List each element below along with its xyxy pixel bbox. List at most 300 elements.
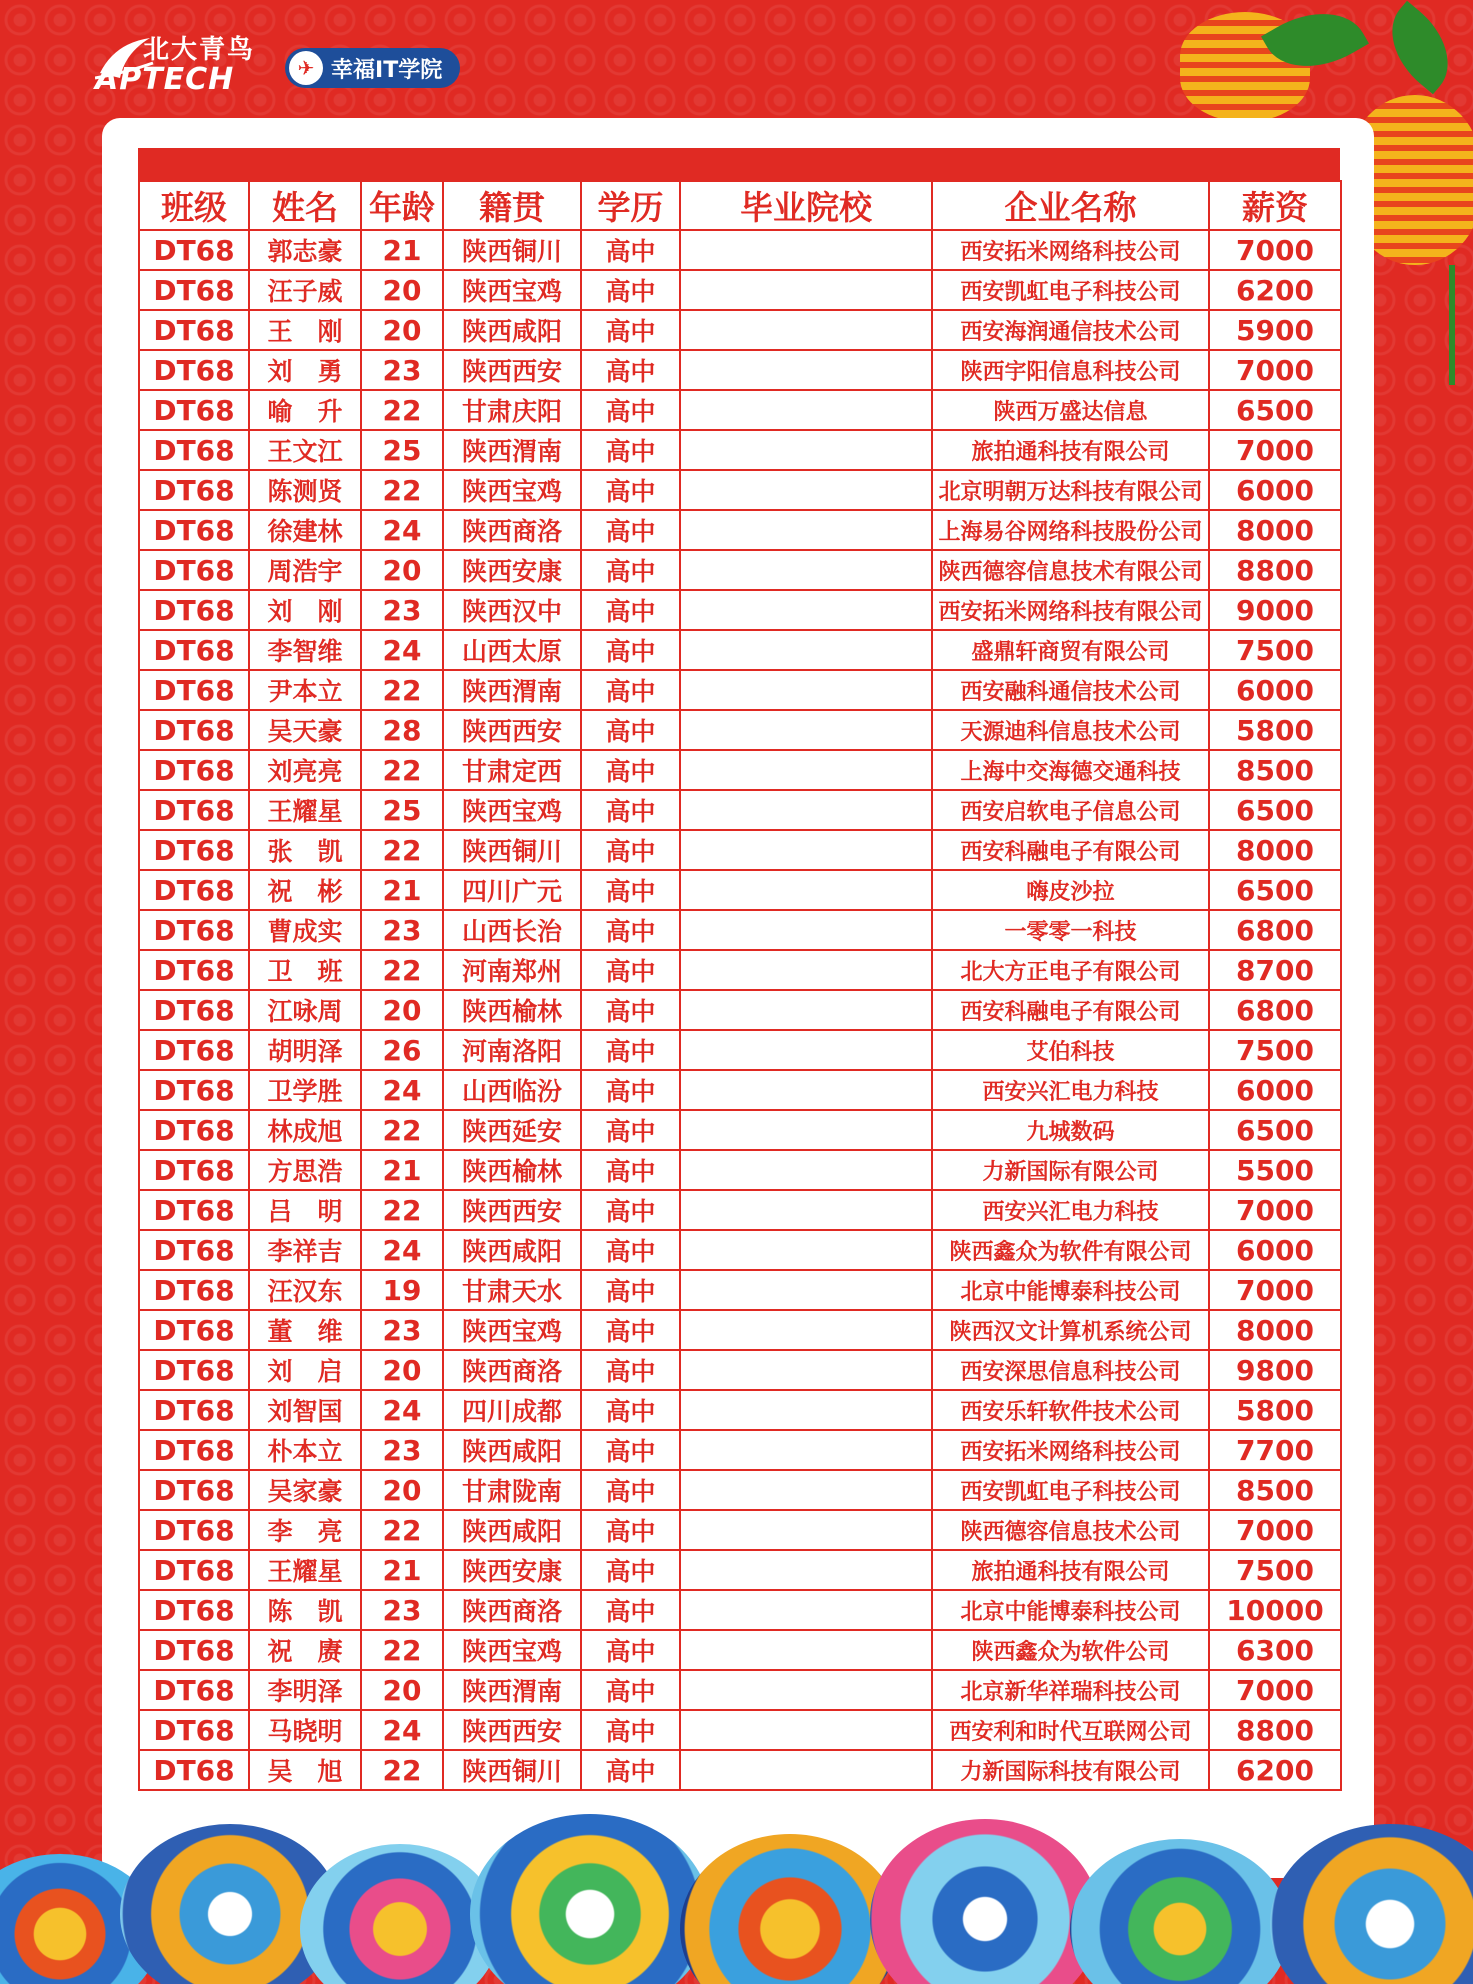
name-cell: 刘智国 [249, 1390, 361, 1430]
age-cell: 23 [361, 1430, 443, 1470]
age-cell: 21 [361, 230, 443, 270]
salary-cell: 6000 [1209, 670, 1341, 710]
school-cell [680, 790, 932, 830]
table-row [139, 510, 1341, 550]
school-cell [680, 390, 932, 430]
salary-cell: 7000 [1209, 1510, 1341, 1550]
education-cell: 高中 [581, 1150, 680, 1190]
education-cell: 高中 [581, 550, 680, 590]
company-cell: 西安兴汇电力科技 [932, 1070, 1209, 1110]
class-cell: DT68 [139, 1310, 249, 1350]
education-cell: 高中 [581, 390, 680, 430]
salary-cell: 6000 [1209, 1070, 1341, 1110]
education-cell: 高中 [581, 230, 680, 270]
company-cell: 上海中交海德交通科技 [932, 750, 1209, 790]
table-row [139, 830, 1341, 870]
class-cell: DT68 [139, 550, 249, 590]
table-row [139, 1230, 1341, 1270]
column-header: 薪资 [1209, 181, 1341, 230]
hometown-cell: 甘肃定西 [443, 750, 581, 790]
hometown-cell: 陕西咸阳 [443, 1510, 581, 1550]
age-cell: 23 [361, 1310, 443, 1350]
column-header: 年龄 [361, 181, 443, 230]
column-header: 籍贯 [443, 181, 581, 230]
education-cell: 高中 [581, 910, 680, 950]
school-cell [680, 310, 932, 350]
education-cell: 高中 [581, 510, 680, 550]
salary-cell: 6000 [1209, 470, 1341, 510]
name-cell: 王耀星 [249, 1550, 361, 1590]
school-logo [285, 48, 460, 88]
name-cell: 徐建林 [249, 510, 361, 550]
name-cell: 曹成实 [249, 910, 361, 950]
hometown-cell: 陕西商洛 [443, 510, 581, 550]
class-cell: DT68 [139, 390, 249, 430]
school-cell [680, 830, 932, 870]
education-cell: 高中 [581, 270, 680, 310]
class-cell: DT68 [139, 470, 249, 510]
school-cell [680, 590, 932, 630]
salary-cell: 7000 [1209, 230, 1341, 270]
name-cell: 郭志豪 [249, 230, 361, 270]
class-cell: DT68 [139, 510, 249, 550]
salary-cell: 7500 [1209, 1550, 1341, 1590]
age-cell: 20 [361, 310, 443, 350]
school-cell [680, 270, 932, 310]
company-cell: 西安海润通信技术公司 [932, 310, 1209, 350]
school-cell [680, 230, 932, 270]
education-cell: 高中 [581, 1550, 680, 1590]
hometown-cell: 山西长治 [443, 910, 581, 950]
company-cell: 上海易谷网络科技股份公司 [932, 510, 1209, 550]
hometown-cell: 陕西渭南 [443, 430, 581, 470]
table-row [139, 1150, 1341, 1190]
company-cell: 北京新华祥瑞科技公司 [932, 1670, 1209, 1710]
hometown-cell: 陕西西安 [443, 710, 581, 750]
table-row [139, 350, 1341, 390]
company-cell: 旅拍通科技有限公司 [932, 430, 1209, 470]
school-cell [680, 1030, 932, 1070]
hometown-cell: 山西太原 [443, 630, 581, 670]
table-row [139, 390, 1341, 430]
column-header: 企业名称 [932, 181, 1209, 230]
company-cell: 西安乐轩软件技术公司 [932, 1390, 1209, 1430]
education-cell: 高中 [581, 350, 680, 390]
salary-cell: 8500 [1209, 1470, 1341, 1510]
cloud-shape [680, 1834, 900, 1984]
company-cell: 陕西德容信息技术有限公司 [932, 550, 1209, 590]
school-cell [680, 950, 932, 990]
salary-cell: 7000 [1209, 1270, 1341, 1310]
age-cell: 20 [361, 270, 443, 310]
education-cell: 高中 [581, 1230, 680, 1270]
name-cell: 李明泽 [249, 1670, 361, 1710]
cloud-shape [870, 1819, 1100, 1984]
table-row [139, 1350, 1341, 1390]
company-cell: 西安利和时代互联网公司 [932, 1710, 1209, 1750]
school-cell [680, 910, 932, 950]
education-cell: 高中 [581, 430, 680, 470]
company-cell: 西安融科通信技术公司 [932, 670, 1209, 710]
table-row [139, 1030, 1341, 1070]
class-cell: DT68 [139, 1230, 249, 1270]
salary-cell: 10000 [1209, 1590, 1341, 1630]
age-cell: 19 [361, 1270, 443, 1310]
company-cell: 西安拓米网络科技有限公司 [932, 590, 1209, 630]
hometown-cell: 陕西西安 [443, 1190, 581, 1230]
company-cell: 陕西万盛达信息 [932, 390, 1209, 430]
salary-cell: 5900 [1209, 310, 1341, 350]
hometown-cell: 甘肃天水 [443, 1270, 581, 1310]
school-cell [680, 430, 932, 470]
name-cell: 李 亮 [249, 1510, 361, 1550]
school-cell [680, 1710, 932, 1750]
education-cell: 高中 [581, 1190, 680, 1230]
school-cell [680, 1230, 932, 1270]
hometown-cell: 陕西西安 [443, 350, 581, 390]
company-cell: 西安启软电子信息公司 [932, 790, 1209, 830]
name-cell: 王耀星 [249, 790, 361, 830]
name-cell: 汪子威 [249, 270, 361, 310]
cloud-shape [1270, 1824, 1473, 1984]
class-cell: DT68 [139, 1550, 249, 1590]
education-cell: 高中 [581, 1270, 680, 1310]
column-header: 班级 [139, 181, 249, 230]
education-cell: 高中 [581, 1670, 680, 1710]
name-cell: 祝 赓 [249, 1630, 361, 1670]
education-cell: 高中 [581, 790, 680, 830]
class-cell: DT68 [139, 1630, 249, 1670]
salary-cell: 8800 [1209, 1710, 1341, 1750]
salary-cell: 6000 [1209, 1230, 1341, 1270]
salary-cell: 7000 [1209, 1670, 1341, 1710]
company-cell: 西安拓米网络科技公司 [932, 230, 1209, 270]
company-cell: 嗨皮沙拉 [932, 870, 1209, 910]
table-row [139, 790, 1341, 830]
salary-cell: 8800 [1209, 550, 1341, 590]
company-cell: 西安凯虹电子科技公司 [932, 1470, 1209, 1510]
table-row [139, 1270, 1341, 1310]
school-cell [680, 1630, 932, 1670]
table-row [139, 950, 1341, 990]
name-cell: 祝 彬 [249, 870, 361, 910]
name-cell: 李祥吉 [249, 1230, 361, 1270]
salary-cell: 8000 [1209, 830, 1341, 870]
school-cell [680, 350, 932, 390]
company-cell: 西安兴汇电力科技 [932, 1190, 1209, 1230]
company-cell: 北京中能博泰科技公司 [932, 1590, 1209, 1630]
age-cell: 22 [361, 1630, 443, 1670]
salary-cell: 7000 [1209, 1190, 1341, 1230]
hometown-cell: 陕西咸阳 [443, 310, 581, 350]
age-cell: 22 [361, 1750, 443, 1790]
hometown-cell: 陕西铜川 [443, 230, 581, 270]
company-cell: 艾伯科技 [932, 1030, 1209, 1070]
age-cell: 22 [361, 950, 443, 990]
table-row [139, 550, 1341, 590]
age-cell: 23 [361, 590, 443, 630]
company-cell: 西安科融电子有限公司 [932, 830, 1209, 870]
age-cell: 22 [361, 750, 443, 790]
company-cell: 北京明朝万达科技有限公司 [932, 470, 1209, 510]
name-cell: 卫 班 [249, 950, 361, 990]
school-cell [680, 1670, 932, 1710]
column-header: 姓名 [249, 181, 361, 230]
company-cell: 陕西鑫众为软件有限公司 [932, 1230, 1209, 1270]
name-cell: 吴家豪 [249, 1470, 361, 1510]
aptech-logo [95, 29, 255, 97]
age-cell: 22 [361, 1190, 443, 1230]
education-cell: 高中 [581, 670, 680, 710]
name-cell: 吴天豪 [249, 710, 361, 750]
table-row [139, 1710, 1341, 1750]
hometown-cell: 四川广元 [443, 870, 581, 910]
hometown-cell: 陕西延安 [443, 1110, 581, 1150]
employment-table [138, 148, 1340, 1791]
school-cell [680, 1110, 932, 1150]
school-logo-icon: ✈ [289, 51, 323, 85]
class-cell: DT68 [139, 1750, 249, 1790]
school-cell [680, 1390, 932, 1430]
education-cell: 高中 [581, 750, 680, 790]
class-cell: DT68 [139, 790, 249, 830]
class-cell: DT68 [139, 1670, 249, 1710]
age-cell: 26 [361, 1030, 443, 1070]
table-row [139, 630, 1341, 670]
name-cell: 董 维 [249, 1310, 361, 1350]
age-cell: 21 [361, 1150, 443, 1190]
class-cell: DT68 [139, 710, 249, 750]
school-cell [680, 470, 932, 510]
name-cell: 刘 勇 [249, 350, 361, 390]
class-cell: DT68 [139, 990, 249, 1030]
education-cell: 高中 [581, 1750, 680, 1790]
hometown-cell: 陕西渭南 [443, 1670, 581, 1710]
table-row [139, 1670, 1341, 1710]
class-cell: DT68 [139, 1430, 249, 1470]
salary-cell: 7500 [1209, 1030, 1341, 1070]
hometown-cell: 山西临汾 [443, 1070, 581, 1110]
name-cell: 尹本立 [249, 670, 361, 710]
salary-cell: 6800 [1209, 990, 1341, 1030]
school-cell [680, 1190, 932, 1230]
table-row [139, 470, 1341, 510]
table-row [139, 230, 1341, 270]
class-cell: DT68 [139, 1110, 249, 1150]
class-cell: DT68 [139, 1350, 249, 1390]
education-cell: 高中 [581, 1390, 680, 1430]
education-cell: 高中 [581, 1430, 680, 1470]
hometown-cell: 陕西咸阳 [443, 1230, 581, 1270]
hometown-cell: 河南洛阳 [443, 1030, 581, 1070]
class-cell: DT68 [139, 950, 249, 990]
table-header-row [139, 181, 1341, 230]
salary-cell: 6200 [1209, 270, 1341, 310]
salary-cell: 7700 [1209, 1430, 1341, 1470]
salary-cell: 8500 [1209, 750, 1341, 790]
table-row [139, 1470, 1341, 1510]
name-cell: 刘 刚 [249, 590, 361, 630]
age-cell: 21 [361, 870, 443, 910]
class-cell: DT68 [139, 1710, 249, 1750]
name-cell: 王文江 [249, 430, 361, 470]
salary-cell: 6300 [1209, 1630, 1341, 1670]
education-cell: 高中 [581, 630, 680, 670]
age-cell: 25 [361, 430, 443, 470]
table-row [139, 910, 1341, 950]
age-cell: 23 [361, 1590, 443, 1630]
table-row [139, 270, 1341, 310]
salary-cell: 6500 [1209, 790, 1341, 830]
education-cell: 高中 [581, 710, 680, 750]
salary-cell: 6800 [1209, 910, 1341, 950]
salary-cell: 8000 [1209, 510, 1341, 550]
education-cell: 高中 [581, 1470, 680, 1510]
salary-cell: 9800 [1209, 1350, 1341, 1390]
knot-decoration [1449, 265, 1455, 385]
age-cell: 23 [361, 910, 443, 950]
education-cell: 高中 [581, 310, 680, 350]
school-cell [680, 1430, 932, 1470]
education-cell: 高中 [581, 1030, 680, 1070]
hometown-cell: 陕西宝鸡 [443, 270, 581, 310]
name-cell: 刘 启 [249, 1350, 361, 1390]
name-cell: 王 刚 [249, 310, 361, 350]
class-cell: DT68 [139, 1470, 249, 1510]
class-cell: DT68 [139, 1030, 249, 1070]
school-cell [680, 870, 932, 910]
name-cell: 胡明泽 [249, 1030, 361, 1070]
company-cell: 旅拍通科技有限公司 [932, 1550, 1209, 1590]
education-cell: 高中 [581, 1350, 680, 1390]
company-cell: 天源迪科信息技术公司 [932, 710, 1209, 750]
class-cell: DT68 [139, 870, 249, 910]
table-row [139, 1190, 1341, 1230]
class-cell: DT68 [139, 910, 249, 950]
name-cell: 刘亮亮 [249, 750, 361, 790]
company-cell: 陕西鑫众为软件公司 [932, 1630, 1209, 1670]
table-row [139, 1630, 1341, 1670]
age-cell: 24 [361, 1230, 443, 1270]
company-cell: 力新国际科技有限公司 [932, 1750, 1209, 1790]
table-row [139, 990, 1341, 1030]
class-cell: DT68 [139, 830, 249, 870]
name-cell: 马晓明 [249, 1710, 361, 1750]
hometown-cell: 陕西商洛 [443, 1350, 581, 1390]
school-cell [680, 750, 932, 790]
school-cell [680, 1550, 932, 1590]
age-cell: 28 [361, 710, 443, 750]
age-cell: 22 [361, 390, 443, 430]
company-cell: 陕西德容信息技术公司 [932, 1510, 1209, 1550]
bird-logo-icon [95, 33, 155, 83]
class-cell: DT68 [139, 270, 249, 310]
age-cell: 24 [361, 1390, 443, 1430]
education-cell: 高中 [581, 1110, 680, 1150]
school-cell [680, 1350, 932, 1390]
class-cell: DT68 [139, 1590, 249, 1630]
hometown-cell: 陕西安康 [443, 550, 581, 590]
class-cell: DT68 [139, 1190, 249, 1230]
table-top-bar [138, 148, 1340, 180]
age-cell: 20 [361, 1670, 443, 1710]
name-cell: 吴 旭 [249, 1750, 361, 1790]
salary-cell: 6500 [1209, 870, 1341, 910]
hometown-cell: 陕西宝鸡 [443, 1630, 581, 1670]
company-cell: 北大方正电子有限公司 [932, 950, 1209, 990]
school-cell [680, 630, 932, 670]
company-cell: 西安拓米网络科技公司 [932, 1430, 1209, 1470]
company-cell: 九城数码 [932, 1110, 1209, 1150]
class-cell: DT68 [139, 750, 249, 790]
age-cell: 22 [361, 1510, 443, 1550]
school-cell [680, 1070, 932, 1110]
education-cell: 高中 [581, 990, 680, 1030]
name-cell: 陈测贤 [249, 470, 361, 510]
hometown-cell: 甘肃陇南 [443, 1470, 581, 1510]
salary-cell: 7000 [1209, 430, 1341, 470]
education-cell: 高中 [581, 950, 680, 990]
age-cell: 22 [361, 670, 443, 710]
hometown-cell: 陕西宝鸡 [443, 1310, 581, 1350]
age-cell: 24 [361, 630, 443, 670]
school-cell [680, 1590, 932, 1630]
name-cell: 喻 升 [249, 390, 361, 430]
salary-cell: 6500 [1209, 1110, 1341, 1150]
column-header: 学历 [581, 181, 680, 230]
age-cell: 20 [361, 550, 443, 590]
company-cell: 西安深思信息科技公司 [932, 1350, 1209, 1390]
hometown-cell: 陕西铜川 [443, 830, 581, 870]
table-row [139, 750, 1341, 790]
company-cell: 陕西宇阳信息科技公司 [932, 350, 1209, 390]
table-row [139, 1430, 1341, 1470]
name-cell: 朴本立 [249, 1430, 361, 1470]
name-cell: 陈 凯 [249, 1590, 361, 1630]
class-cell: DT68 [139, 1150, 249, 1190]
hometown-cell: 陕西榆林 [443, 990, 581, 1030]
salary-cell: 8000 [1209, 1310, 1341, 1350]
name-cell: 汪汉东 [249, 1270, 361, 1310]
table-row [139, 1070, 1341, 1110]
hometown-cell: 陕西渭南 [443, 670, 581, 710]
name-cell: 方思浩 [249, 1150, 361, 1190]
cloud-shape [1070, 1839, 1290, 1984]
education-cell: 高中 [581, 1630, 680, 1670]
company-cell: 西安科融电子有限公司 [932, 990, 1209, 1030]
salary-cell: 6200 [1209, 1750, 1341, 1790]
education-cell: 高中 [581, 1310, 680, 1350]
hometown-cell: 陕西西安 [443, 1710, 581, 1750]
company-cell: 陕西汉文计算机系统公司 [932, 1310, 1209, 1350]
education-cell: 高中 [581, 1710, 680, 1750]
column-header: 毕业院校 [680, 181, 932, 230]
education-cell: 高中 [581, 1590, 680, 1630]
education-cell: 高中 [581, 1510, 680, 1550]
name-cell: 周浩宇 [249, 550, 361, 590]
class-cell: DT68 [139, 1070, 249, 1110]
school-cell [680, 1150, 932, 1190]
name-cell: 吕 明 [249, 1190, 361, 1230]
class-cell: DT68 [139, 230, 249, 270]
company-cell: 盛鼎轩商贸有限公司 [932, 630, 1209, 670]
age-cell: 20 [361, 1470, 443, 1510]
table-row [139, 1550, 1341, 1590]
school-cell [680, 1310, 932, 1350]
age-cell: 20 [361, 990, 443, 1030]
school-cell [680, 1270, 932, 1310]
class-cell: DT68 [139, 590, 249, 630]
